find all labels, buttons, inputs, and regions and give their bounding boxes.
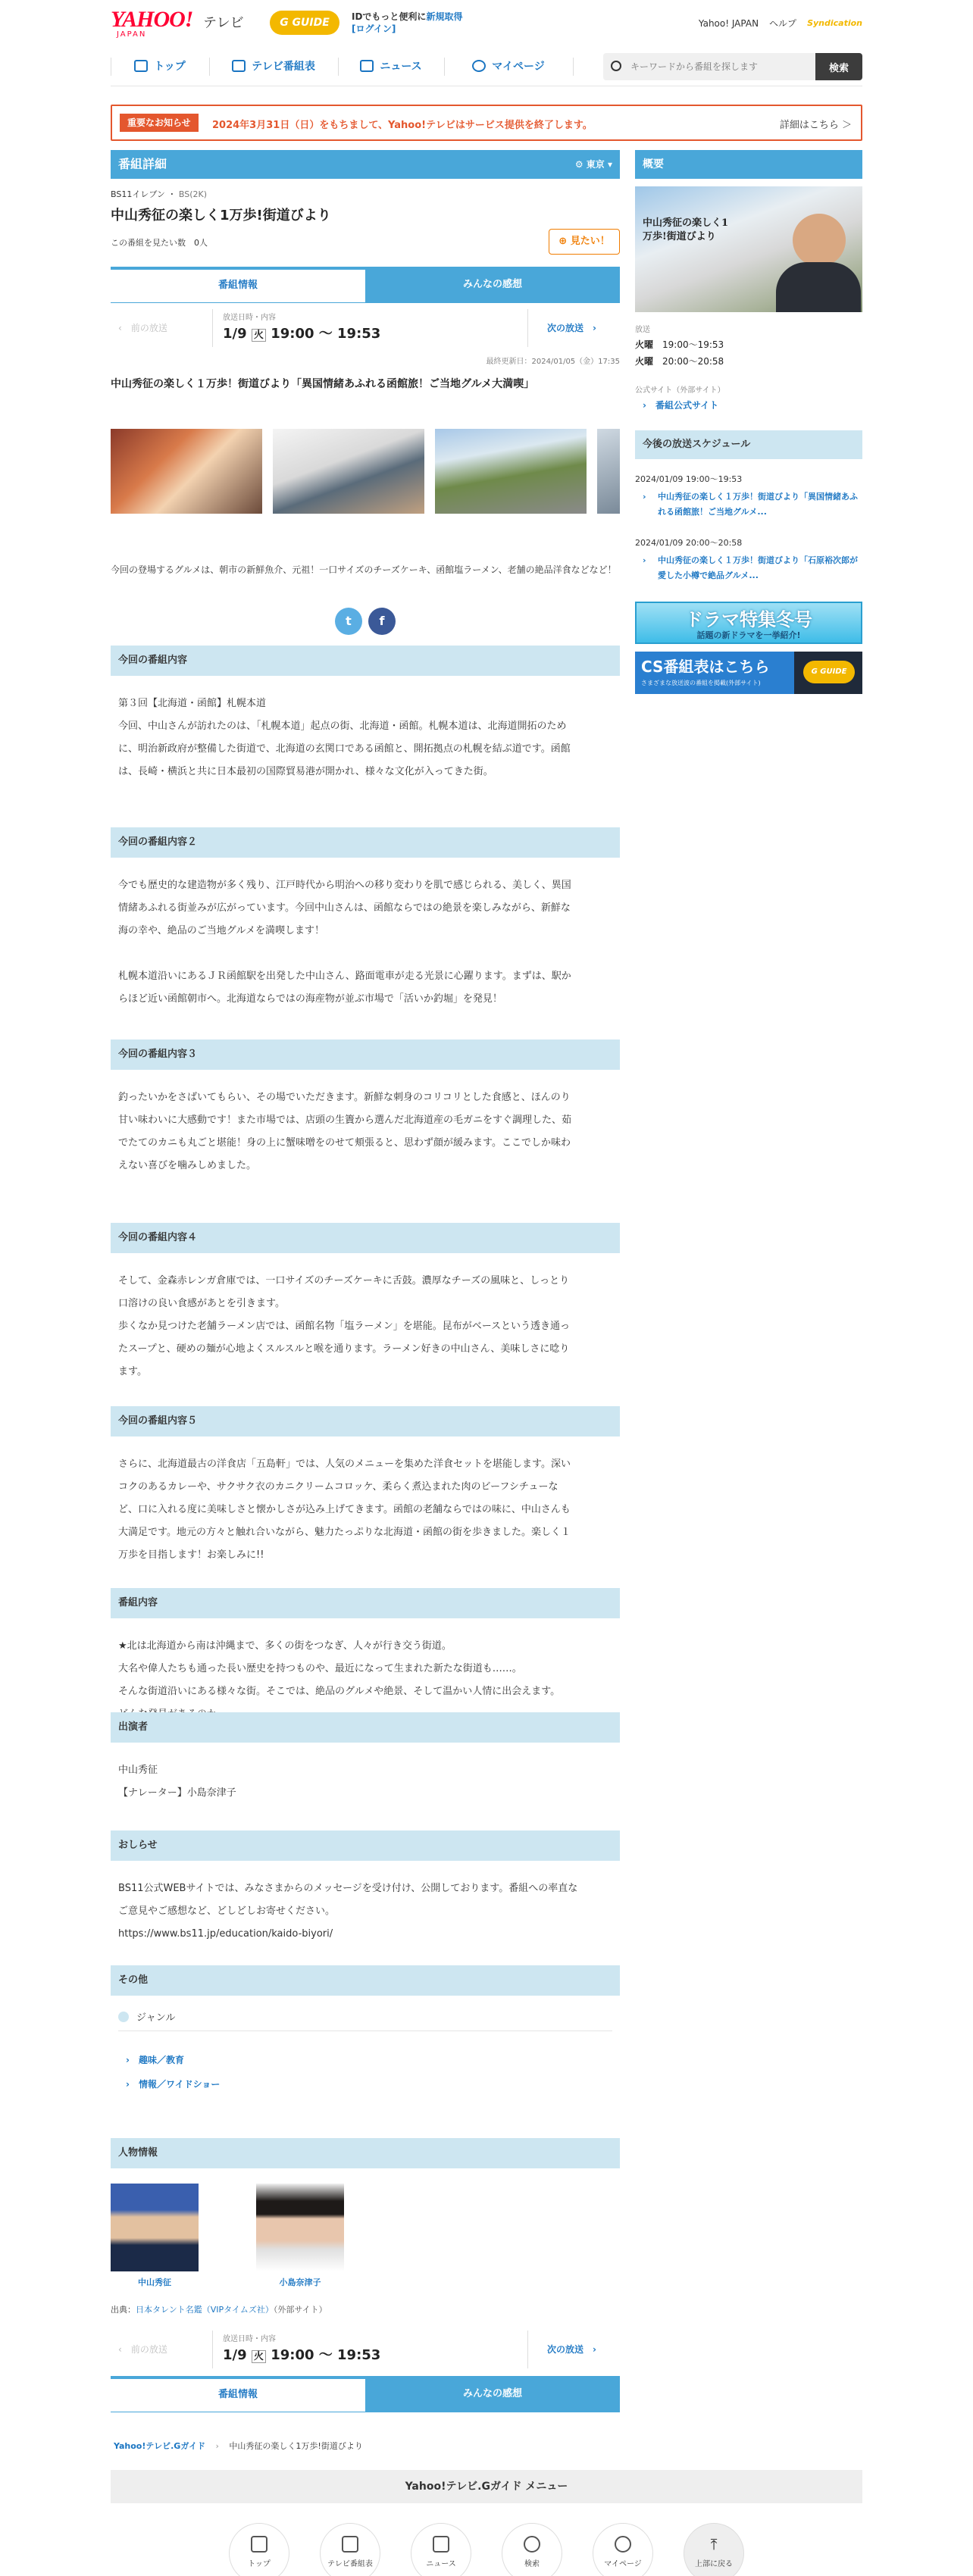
section-line: そして、金森赤レンガ倉庫では、一口サイズのチーズケーキに舌鼓。濃厚なチーズの風味と、しっとり [118, 1275, 570, 1286]
upcoming-section [635, 430, 862, 580]
footer-top-button[interactable] [229, 2523, 289, 2576]
want-to-watch-button[interactable] [549, 229, 620, 255]
upcoming-item-2[interactable]: › 中山秀征の楽しく１万歩！街道びより「石原裕次郎が愛した小樽で絶品グルメ... [643, 553, 862, 583]
section-body [111, 1861, 620, 1946]
air-datetime [223, 323, 380, 342]
user-icon [615, 2536, 631, 2553]
section-title: 今回の番組内容 [111, 646, 620, 676]
official-site-label: 番組公式サイト [655, 400, 719, 411]
next-broadcast[interactable]: 次の放送 › [547, 323, 596, 333]
genre-link-info[interactable]: › 情報／ワイドショー [126, 2079, 221, 2090]
section-title: 今回の番組内容４ [111, 1223, 620, 1253]
section-line: は、長崎・横浜と共に日本最初の国際貿易港が開かれ、様々な文化が入ってきた街。 [118, 766, 493, 777]
section-title: 番組内容 [111, 1588, 620, 1618]
section-line: 甘い味わいに大感動です！また市場では、店頭の生簀から選んだ北海道産の毛ガニをすぐ調理した、茹 [118, 1114, 572, 1126]
tv-icon [232, 60, 246, 72]
section-line: 大名や偉人たちも通った長い歴史を持つものや、最近になって生まれた新たな街道も……。 [118, 1663, 522, 1674]
other-section [111, 1965, 620, 2090]
home-icon [251, 2536, 267, 2553]
footer-top-label: トップ [248, 2560, 271, 2568]
global-nav [111, 47, 862, 86]
section-line: ます。 [118, 1366, 147, 1377]
section-line: 海の幸や、絶品のご当地グルメを満喫します！ [118, 925, 324, 936]
section-body [111, 1070, 620, 1177]
drama-feature-banner[interactable] [635, 602, 862, 644]
cast-source-note: （外部サイト） [273, 2305, 327, 2315]
program-section [111, 827, 620, 1011]
yahoo-logo-sub: JAPAN [117, 30, 147, 39]
cast-photo-kojima[interactable] [256, 2184, 344, 2271]
genre-row [118, 2009, 175, 2024]
genre-info-label: 情報／ワイドショー [138, 2079, 221, 2090]
section-line: に、明治新政府が整備した街道で、北海道の玄関口である函館と、開拓拠点の札幌を結ぶ道です。函館 [118, 743, 571, 755]
cast-source-label: 出典： [111, 2305, 136, 2315]
section-line: ど、口に入れる度に美味しさと懐かしさが込み上げてきます。函館の老舗ならではの味に、中山さんも [118, 1504, 571, 1515]
upcoming-item-1-title: 中山秀征の楽しく１万歩！街道びより「異国情緒あふれる函館旅！ご当地グルメ... [658, 492, 858, 517]
section-line: えない喜びを噛みしめました。 [118, 1160, 257, 1171]
program-section [111, 1830, 620, 1946]
section-line: ★北は北海道から南は沖縄まで、多くの街をつなぎ、人々が行き交う街道。 [118, 1640, 452, 1652]
facebook-share-icon[interactable]: f [368, 608, 396, 635]
section-line: でたてのカニも丸ごと堪能！身の上に蟹味噌をのせて頬張ると、思わず顔が緩みます。ここでしか味わ [118, 1137, 571, 1149]
sidebar [635, 150, 862, 686]
broadcast-label: 放送 [635, 326, 650, 334]
program-section [111, 1223, 620, 1383]
search-icon [611, 61, 621, 71]
footer-epg-button[interactable] [320, 2523, 380, 2576]
air-label-bottom: 放送日時・内容 [223, 2335, 276, 2343]
section-title: 今回の番組内容３ [111, 1039, 620, 1070]
section-line: らほど近い函館朝市へ。北海道ならではの海産物が並ぶ市場で「活いか釣堀」を発見！ [118, 993, 502, 1005]
important-notice [111, 105, 862, 141]
upcoming-datetime-1: 2024/01/09 19:00〜19:53 [635, 474, 743, 484]
user-icon [472, 60, 486, 72]
footer-search-button[interactable] [502, 2523, 562, 2576]
photo-crab[interactable] [111, 429, 262, 514]
prev-broadcast-bottom: ‹ 前の放送 [118, 2344, 167, 2355]
want-to-watch-label: 見たい！ [570, 236, 610, 247]
nav-top[interactable] [111, 47, 209, 86]
summary-title: 概要 [635, 150, 862, 179]
header-links [699, 17, 862, 30]
search-input[interactable] [603, 53, 815, 80]
breadcrumb-home[interactable]: Yahoo!テレビ.Gガイド [114, 2441, 205, 2451]
section-title: おしらせ [111, 1830, 620, 1861]
tab-program-info[interactable]: 番組情報 [111, 267, 365, 303]
section-line: 情緒あふれる街並みが広がっています。今回中山さんは、函館ならではの絶景を楽しみながら、新鮮な [118, 902, 571, 914]
nav-epg-label: テレビ番組表 [252, 61, 315, 73]
schedule-time-2: 20:00〜20:58 [662, 356, 724, 367]
next-broadcast-bottom-label: 次の放送 [547, 2344, 584, 2355]
footer-back-to-top-button[interactable] [684, 2523, 744, 2576]
id-text: IDでもっと便利に [352, 11, 427, 22]
yahoo-japan-link[interactable]: Yahoo! JAPAN [698, 17, 759, 29]
program-section [111, 1406, 620, 1567]
prev-broadcast-bottom-label: 前の放送 [130, 2344, 167, 2355]
section-line: コクのあるカレーや、サクサク衣のカニクリームコロッケ、柔らく煮込まれた肉のビーフシチューな [118, 1481, 558, 1493]
cs-banner-gguide-logo: G GUIDE [803, 661, 855, 683]
host-face [793, 214, 846, 267]
section-line: 釣ったいかをさばいてもらい、その場でいただきます。新鮮な刺身のコリコリとした食感と、ほんのり [118, 1092, 571, 1103]
syndication-logo: Syndication [807, 18, 862, 28]
genre-icon [118, 2012, 129, 2022]
section-line: そんな街道沿いにある様々な街。そこでは、絶品のグルメや絶景、そして温かい人情に出会えます。 [118, 1686, 561, 1697]
episode-lead: 今回の登場するグルメは、朝市の新鮮魚介、元祖！一口サイズのチーズケーキ、函館塩ラーメン、老舗の絶品洋食などなど！ [111, 564, 617, 575]
twitter-share-icon[interactable]: t [335, 608, 362, 635]
cast-title: 人物情報 [111, 2138, 620, 2168]
section-line: 万歩を目指します！お楽しみに!! [118, 1549, 264, 1561]
home-icon [134, 60, 148, 72]
section-body [111, 1743, 620, 1805]
photo-carousel[interactable] [111, 429, 620, 514]
footer-back-to-top-label: 上部に戻る [695, 2560, 733, 2568]
cs-banner-sub: さまざまな放送波の番組を掲載(外部サイト) [641, 680, 761, 686]
notice-more-link[interactable]: 詳細はこちら ＞ [779, 120, 852, 131]
schedule-time-1: 19:00〜19:53 [662, 339, 724, 350]
tv-icon [342, 2536, 358, 2553]
drama-banner-sub: 話題の新ドラマを一挙紹介! [696, 630, 801, 640]
schedule-day-2: 火曜 [635, 356, 654, 367]
nav-epg[interactable] [209, 47, 338, 86]
next-broadcast-bottom[interactable]: 次の放送 › [547, 2344, 596, 2355]
header [111, 0, 862, 47]
id-promo [352, 11, 462, 35]
footer-mypage-label: マイページ [604, 2560, 642, 2568]
photo-host-street[interactable] [273, 429, 424, 514]
section-line: 大満足です。地元の方々と触れ合いながら、魅力たっぷりな北海道・函館の街を歩きました。楽しく１ [118, 1527, 571, 1538]
section-title: 今回の番組内容２ [111, 827, 620, 858]
upcoming-datetime-2: 2024/01/09 20:00〜20:58 [635, 538, 743, 548]
photo-stone-path[interactable] [435, 429, 587, 514]
air-time-bottom: 19:00 〜 19:53 [271, 2347, 381, 2363]
upcoming-title: 今後の放送スケジュール [635, 430, 862, 459]
other-title: その他 [111, 1965, 620, 1996]
breadcrumb-current: 中山秀征の楽しく1万歩!街道びより [229, 2441, 363, 2451]
search-icon [524, 2536, 540, 2553]
section-line: さらに、北海道最古の洋食店「五島軒」では、人気のメニューを集めた洋食セットを堪能します。深い [118, 1458, 571, 1470]
genre-label: ジャンル [136, 2012, 176, 2024]
host-body [776, 262, 861, 312]
air-datetime-bottom [223, 2344, 380, 2364]
air-date: 1/9 [223, 326, 247, 342]
section-title: 出演者 [111, 1712, 620, 1743]
arrow-up-icon: ⤒ [710, 2535, 718, 2553]
drama-banner-title: ドラマ特集冬号 [685, 608, 812, 630]
footer-news-label: ニュース [426, 2560, 456, 2568]
gguide-logo[interactable]: G GUIDE [270, 11, 339, 35]
section-line: BS11公式WEBサイトでは、みなさまからのメッセージを受け付け、公開しております。番組への率直な [118, 1883, 578, 1894]
program-detail-header [111, 150, 620, 179]
program-section [111, 1712, 620, 1805]
section-line: 歩くなか見つけた老舗ラーメン店では、函館名物「塩ラーメン」を堪能。昆布がベースという透き通っ [118, 1321, 571, 1332]
next-broadcast-label: 次の放送 [547, 323, 584, 333]
cast-section [111, 2138, 620, 2315]
nav-mypage[interactable] [444, 47, 573, 86]
cast-photo-nakayama[interactable] [111, 2184, 199, 2271]
logo-service-name[interactable]: テレビ [203, 15, 244, 31]
cs-banner-title: CS番組表はこちら [641, 658, 770, 676]
photo-next[interactable] [597, 429, 620, 514]
section-line: 【ナレーター】小島奈津子 [118, 1787, 236, 1799]
section-body [111, 1253, 620, 1383]
footer-news-button[interactable] [411, 2523, 471, 2576]
footer-epg-label: テレビ番組表 [327, 2560, 373, 2568]
section-body [111, 1436, 620, 1567]
genre-link-hobby[interactable]: › 趣味／教育 [126, 2055, 184, 2065]
broadcast-nav [111, 309, 620, 347]
nav-top-label: トップ [154, 61, 186, 73]
prev-broadcast: ‹ 前の放送 [118, 323, 167, 333]
section-title: 今回の番組内容５ [111, 1406, 620, 1436]
section-line: 札幌本道沿いにあるＪＲ函館駅を出発した中山さん、路面電車が走る光景に心躍ります。まずは、駅か [118, 971, 571, 982]
news-icon [360, 60, 374, 72]
nav-mypage-label: マイページ [492, 61, 545, 73]
tab-impressions[interactable]: みんなの感想 [365, 267, 620, 303]
main-column [111, 150, 620, 1940]
section-line: 第３回【北海道・函館】札幌本道 [118, 698, 267, 709]
tab-impressions-bottom[interactable]: みんなの感想 [365, 2376, 620, 2412]
episode-headline: 中山秀征の楽しく１万歩！街道びより「異国情緒あふれる函館旅！ご当地グルメ大満喫」 [111, 378, 535, 390]
program-tabs [111, 267, 620, 303]
tab-program-info-bottom[interactable]: 番組情報 [111, 2376, 365, 2412]
cast-source [111, 2303, 327, 2315]
program-tabs-bottom [111, 2376, 620, 2412]
official-label: 公式サイト（外部サイト） [635, 386, 725, 395]
footer-search-label: 検索 [524, 2560, 540, 2568]
area-label: 東京 [586, 159, 605, 170]
section-line: 中山秀征 [118, 1765, 158, 1776]
breadcrumb: Yahoo!テレビ.Gガイド › 中山秀征の楽しく1万歩!街道びより [114, 2441, 363, 2451]
signup-link[interactable]: 新規取得 [426, 11, 463, 22]
air-weekday-bottom: 火 [252, 2350, 266, 2363]
footer-mypage-button[interactable] [593, 2523, 653, 2576]
cs-epg-banner[interactable] [635, 652, 862, 694]
nav-news[interactable] [338, 47, 444, 86]
section-line: https://www.bs11.jp/education/kaido-biyori/ [118, 1928, 333, 1940]
news-icon [433, 2536, 449, 2553]
cast-name-nakayama[interactable]: 中山秀征 [138, 2277, 171, 2287]
schedule-day-1: 火曜 [635, 339, 654, 350]
section-line: たスープと、硬めの麺が心地よくスルスルと喉を通ります。ラーメン好きの中山さん、美味しさに唸り [118, 1343, 570, 1355]
section-line: 今でも歴史的な建造物が多く残り、江戸時代から明治への移り変わりを肌で感じられる、美しく、異国 [118, 880, 571, 891]
program-section [111, 1039, 620, 1177]
weekly-schedule [635, 336, 724, 370]
prev-broadcast-label: 前の放送 [130, 323, 167, 333]
want-count: この番組を見たい数 0人 [111, 238, 208, 248]
footer-menu-title: Yahoo!テレビ.Gガイド メニュー [111, 2470, 862, 2503]
last-updated: 最終更新日：2024/01/05（金）17:35 [486, 358, 620, 366]
section-line: 今回、中山さんが訪れたのは、「札幌本道」起点の街、北海道・函館。札幌本道は、北海道開拓のため [118, 721, 567, 732]
section-line: ご意見やご感想など、どしどしお寄せください。 [118, 1905, 336, 1917]
channel-code: BS(2K) [178, 189, 208, 199]
air-label: 放送日時・内容 [223, 314, 276, 322]
upcoming-item-2-title: 中山秀征の楽しく１万歩！街道びより「石原裕次郎が愛した小樽で絶品グルメ... [658, 555, 858, 580]
section-line: 口溶けの良い食感があとを引きます。 [118, 1298, 285, 1309]
official-site-link[interactable]: › 番組公式サイト [643, 400, 719, 411]
section-body [111, 858, 620, 1011]
broadcast-nav-bottom [111, 2331, 620, 2368]
notice-tag: 重要なお知らせ [120, 114, 199, 132]
air-weekday: 火 [252, 329, 266, 342]
plus-icon: ⊕ [558, 236, 571, 247]
yahoo-logo[interactable]: YAHOO! [111, 7, 193, 32]
program-key-visual[interactable] [635, 186, 862, 312]
login-link[interactable]: [ログイン] [352, 23, 396, 34]
search-button[interactable]: 検索 [815, 53, 862, 80]
cast-source-link[interactable]: 日本タレント名鑑（VIPタイムズ社） [136, 2305, 274, 2315]
genre-hobby-label: 趣味／教育 [138, 2055, 184, 2065]
air-time: 19:00 〜 19:53 [271, 326, 381, 342]
section-line [118, 943, 612, 965]
upcoming-item-1[interactable]: › 中山秀征の楽しく１万歩！街道びより「異国情緒あふれる函館旅！ご当地グルメ... [643, 489, 862, 520]
area-selector[interactable]: ⚙ 東京 ▾ [574, 159, 612, 170]
program-section [111, 646, 620, 783]
channel-name: BS11イレブン [111, 189, 165, 199]
program-title: 中山秀征の楽しく1万歩!街道びより [111, 208, 331, 224]
help-link[interactable]: ヘルプ [769, 18, 797, 29]
section-body [111, 676, 620, 783]
cast-name-kojima[interactable]: 小島奈津子 [279, 2277, 321, 2287]
key-visual-caption: 中山秀征の楽しく1万歩!街道びより [643, 217, 729, 242]
air-date-bottom: 1/9 [223, 2347, 247, 2363]
channel-info: BS11イレブン ・ BS(2K) [111, 189, 208, 199]
notice-message[interactable]: 2024年3月31日（日）をもちまして、Yahoo!テレビはサービス提供を終了します。 [212, 120, 593, 131]
program-detail-title: 番組詳細 [118, 157, 167, 171]
nav-news-label: ニュース [380, 61, 422, 73]
